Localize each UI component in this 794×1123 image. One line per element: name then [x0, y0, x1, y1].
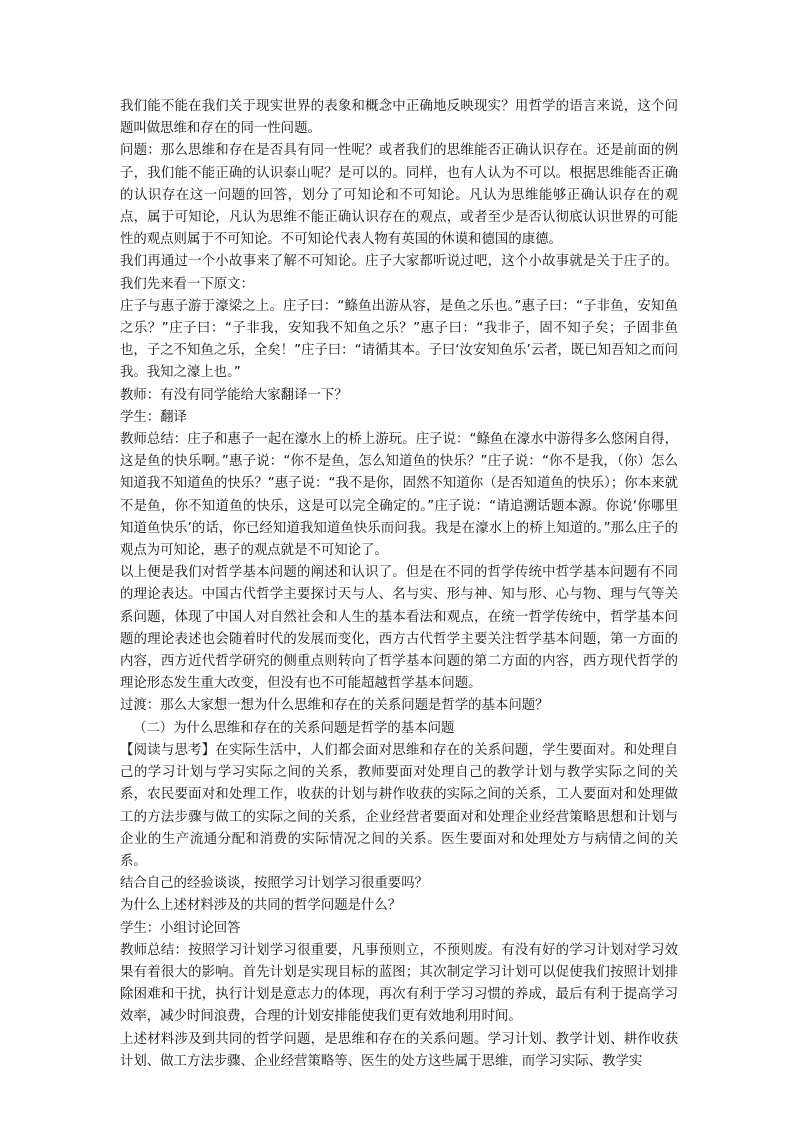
paragraph-transition: 过渡：那么大家想一想为什么思维和存在的关系问题是哲学的基本问题？ [120, 698, 549, 714]
paragraph-reading-thinking: 【阅读与思考】在实际生活中，人们都会面对思维和存在的关系问题，学生要面对。和处理自己的学习计划与学习实际之间的关系，教师要面对处理自己的教学计划与教学实际之间的关系，农民要面对和处理工作，收获的计划与耕作收获的实际之间的关系，工人要面对和处理做工的方法步骤与做工的实际之间的关系，企业经营者要面对和处理企业经营策略思想和计划与企业的生产流通分配和消费的实际情况之间的关系。医生要面对和处理处方与病情之间的关系。 [120, 742, 678, 869]
paragraph-zhuangzi-original: 庄子与惠子游于濠梁之上。庄子曰：“鲦鱼出游从容，是鱼之乐也。”惠子曰：“子非鱼，安知鱼之乐？”庄子曰：“子非我，安知我不知鱼之乐？”惠子曰：“我非子，固不知子矣；子固非鱼也，子之不知鱼之乐，全矣！”庄子曰：“请循其本。子曰‘汝安知鱼乐’云者，既已知吾知之而问我。我知之濠上也。” [120, 298, 679, 381]
paragraph-question-2: 为什么上述材料涉及的共同的哲学问题是什么？ [120, 898, 402, 914]
paragraph-teacher-summary-plan: 教师总结：按照学习计划学习很重要，凡事预则立，不预则废。有没有好的学习计划对学习效果有着很大的影响。首先计划是实现目标的蓝图；其次制定学习计划可以促使我们按照计划排除困难和干扰，执行计划是意志力的体现，再次有利于学习习惯的养成，最后有利于提高学习效率，减少时间浪费，合理的计划安排能使我们更有效地利用时间。 [120, 942, 678, 1025]
paragraph-traditions: 以上便是我们对哲学基本问题的阐述和认识了。但是在不同的哲学传统中哲学基本问题有不同的理论表达。中国古代哲学主要探讨天与人、名与实、形与神、知与形、心与物、理与气等关系问题，体现了中国人对自然社会和人生的基本看法和观点，在统一哲学传统中，哲学基本问题的理论表述也会随着时代的发展而变化，西方古代哲学主要关注哲学基本问题，第一方面的内容，西方近代哲学研究的侧重点则转向了哲学基本问题的第二方面的内容，西方现代哲学的理论形态发生重大改变，但没有也不可能超越哲学基本问题。 [120, 565, 678, 692]
paragraph-student-discuss: 学生：小组讨论回答 [120, 920, 241, 936]
paragraph-zhuangzi-intro: 我们再通过一个小故事来了解不可知论。庄子大家都听说过吧，这个小故事就是关于庄子的。我们先来看一下原文： [120, 254, 678, 292]
document-body [120, 96, 678, 1073]
section-heading: （二）为什么思维和存在的关系问题是哲学的基本问题 [133, 720, 455, 736]
paragraph-question-knowability: 问题：那么思维和存在是否具有同一性呢？或者我们的思维能否正确认识存在。还是前面的例子，我们能不能正确的认识泰山呢？是可以的。同样，也有人认为不可以。根据思维能否正确的认识存在这一问题的回答，划分了可知论和不可知论。凡认为思维能够正确认识存在的观点，属于可知论，凡认为思维不能正确认识存在的观点，或者至少是否认彻底认识世界的可能性的观点则属于不可知论。不可知论代表人物有英国的休谟和德国的康德。 [120, 143, 678, 248]
paragraph-teacher-summary-translation: 教师总结：庄子和惠子一起在濠水上的桥上游玩。庄子说：“鲦鱼在濠水中游得多么悠闲自得，这是鱼的快乐啊。”惠子说：“你不是鱼，怎么知道鱼的快乐？”庄子说：“你不是我，（你）怎么知道我不知道鱼的快乐？”惠子说：“我不是你，固然不知道你（是否知道鱼的快乐）；你本来就不是鱼，你不知道鱼的快乐，这是可以完全确定的。”庄子说：“请追溯话题本源。你说‘你哪里知道鱼快乐’的话，你已经知道我知道鱼快乐而问我。我是在濠水上的桥上知道的。”那么庄子的观点为可知论，惠子的观点就是不可知论了。 [120, 432, 678, 559]
paragraph-materials-conclusion: 上述材料涉及到共同的哲学问题，是思维和存在的关系问题。学习计划、教学计划、耕作收获计划、做工方法步骤、企业经营策略等、医生的处方这些属于思维，而学习实际、教学实 [120, 1031, 678, 1069]
paragraph-student-translate: 学生：翻译 [120, 409, 187, 425]
paragraph-teacher-ask: 教师：有没有同学能给大家翻译一下？ [120, 387, 348, 403]
paragraph-identity-question: 我们能不能在我们关于现实世界的表象和概念中正确地反映现实？用哲学的语言来说，这个问题叫做思维和存在的同一性问题。 [120, 99, 678, 137]
paragraph-question-1: 结合自己的经验谈谈，按照学习计划学习很重要吗？ [120, 876, 428, 892]
